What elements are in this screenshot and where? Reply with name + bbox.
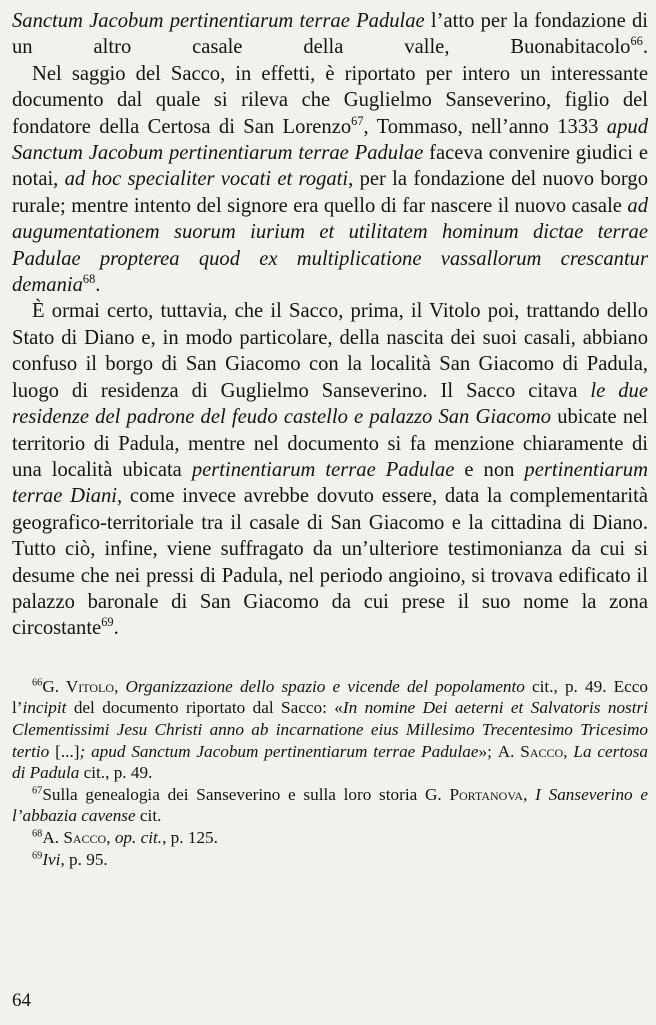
text-block: [12, 8, 648, 870]
text-run: Sulla genealogia dei Sanseverino e sulla loro storia G.: [42, 784, 450, 804]
author-name: A. Sacco: [42, 827, 107, 847]
footnote-ref: 68: [32, 828, 43, 840]
text-run: cit.: [135, 806, 162, 826]
text-run: ,: [106, 827, 115, 847]
text-run: ,: [563, 741, 574, 761]
text-run: , p. 95.: [60, 849, 108, 869]
text-run: ubicate nel territorio di Padula, mentre nel documento si fa menzione chiaramente di una località ubicata: [12, 406, 648, 481]
text-run: .: [642, 36, 648, 59]
italic-text: ad augumentationem suorum iurium et utilitatem hominum dictae terrae Padulae propterea quod ex multiplicatione vassallorum crescantur demania: [12, 194, 648, 297]
italic-text: Sanctum Jacobum pertinentiarum terrae Padulae: [12, 10, 425, 32]
italic-text: apud Sanctum Jacobum pertinentiarum terrae Padulae: [12, 115, 648, 165]
paragraph: [12, 298, 648, 641]
italic-text: Ivi: [42, 849, 61, 869]
footnote-ref: 69: [101, 615, 114, 630]
text-run: , come invece avrebbe dovuto essere, data la complementarità geografico-territoriale tra il casale di San Giacomo e la cittadina di Diano. Tutto ciò, infine, viene suffragato da un’ulteriore testimonianza da cui si desume che nei pressi di Padula, nel periodo angioino, si trovava edificato il palazzo baronale di San Giacomo da cui prese il suo nome la zona circostante: [12, 485, 648, 640]
footnote-ref: 68: [82, 272, 96, 287]
text-run: , per la fondazione del nuovo borgo rurale; mentre intento del signore era quello di far nascere il nuovo casale: [12, 168, 648, 217]
italic-text: op. cit.: [114, 827, 163, 847]
text-run: del documento riportato dal Sacco: «: [66, 698, 343, 718]
page-number: 64: [12, 990, 31, 1011]
text-run: Nel saggio del Sacco, in effetti, è riportato per intero un interessante documento dal quale si rileva che Guglielmo Sanseverino, figlio del fondatore della Certosa di San Lorenzo: [12, 62, 648, 138]
text-run: .: [95, 274, 101, 297]
italic-text: ; apud Sanctum Jacobum pertinentiarum terrae Padulae: [79, 741, 479, 761]
footnote-ref: 67: [32, 784, 43, 796]
italic-text: incipit: [22, 698, 67, 718]
text-run: e non: [454, 458, 525, 481]
body-text: [12, 8, 648, 642]
text-run: , Tommaso, nell’anno 1333: [363, 115, 607, 138]
footnote: [12, 827, 648, 849]
italic-text: Organizzazione dello spazio e vicende del popolamento: [125, 676, 525, 696]
paragraph: [12, 61, 648, 299]
footnote-ref: 69: [32, 849, 43, 861]
footnote: [12, 784, 648, 827]
author-name: G. Vitolo: [42, 676, 115, 696]
text-run: cit., p. 49.: [79, 763, 153, 783]
text-run: ,: [523, 784, 536, 804]
text-run: , p. 125.: [162, 827, 218, 847]
text-run: faceva convenire giudici e notai,: [12, 142, 648, 191]
text-run: È ormai certo, tuttavia, che il Sacco, prima, il Vitolo poi, trattando dello Stato di Diano e, in modo particolare, della nascita dei suoi casali, abbiano confuso il borgo di San Giacomo con la località San Giacomo di Padula, luogo di residenza di Guglielmo Sanseverino. Il Sacco citava: [12, 300, 648, 402]
paragraph: [12, 8, 648, 61]
footnote-ref: 66: [630, 34, 643, 49]
footnote: [12, 676, 648, 784]
author-name: A. Sacco: [497, 741, 564, 761]
italic-text: pertinentiarum terrae Diani: [12, 458, 648, 508]
footnotes: [12, 676, 648, 870]
footnote-ref: 67: [351, 113, 364, 128]
italic-text: In nomine Dei aeterni et Salvatoris nostri Clementissimi Jesu Christi anno ab incarnatione eius Millesimo Trecentesimo Tricesimo tertio: [12, 698, 648, 761]
italic-text: ad hoc specialiter vocati et rogati: [64, 168, 349, 191]
text-run: cit., p. 49. Ecco l’: [12, 676, 648, 718]
text-run: [...]: [49, 741, 80, 761]
italic-text: le due residenze del padrone del feudo castello e palazzo San Giacomo: [12, 379, 648, 429]
author-name: Portanova: [449, 784, 524, 804]
footnote: [12, 849, 648, 871]
text-run: l’atto per la fondazione di un altro casale della valle, Buonabitacolo: [12, 10, 648, 59]
text-run: »;: [478, 741, 498, 761]
text-run: ,: [114, 676, 126, 696]
italic-text: pertinentiarum terrae Padulae: [191, 458, 455, 481]
italic-text: I Sanseverino e l’abbazia cavense: [12, 784, 648, 826]
text-run: .: [113, 617, 119, 640]
italic-text: La certosa di Padula: [12, 741, 649, 783]
footnote-ref: 66: [32, 677, 43, 689]
